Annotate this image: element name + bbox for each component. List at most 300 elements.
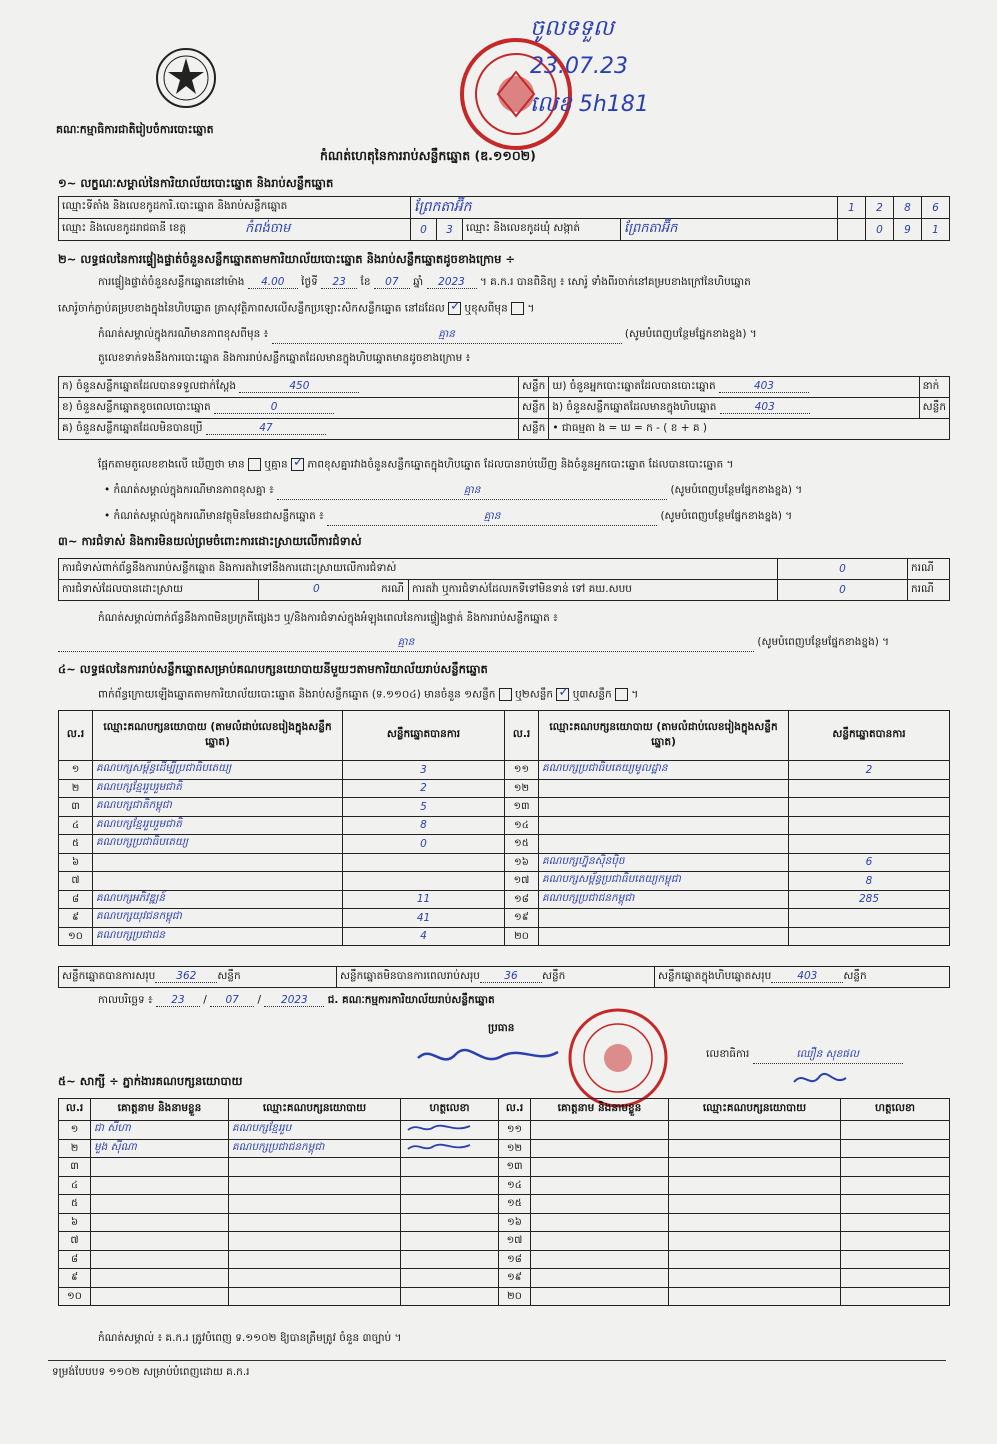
objections-table: [58, 558, 950, 601]
station-name: ព្រែកតាអ៊ឹក: [411, 197, 838, 219]
signature-icon: [404, 1140, 474, 1154]
row-number: ២: [59, 1139, 91, 1158]
party-name: គណបក្សប្រជាធិបតេយ្យ: [93, 835, 343, 854]
row-number: ១១: [499, 1121, 531, 1140]
row-number: ៨: [59, 890, 93, 909]
verify-day: 23: [321, 276, 357, 289]
irregularity-note: កំណត់សម្គាល់ពាក់ព័ន្ធនឹងភាពមិនប្រក្រតីផ្សេងៗ ឬ/និងការជំទាស់ក្នុងអំឡុងពេលនៃការផ្ទៀងផ្ទាត់ និងការរាប់សន្លឹកឆ្នោត ៖: [98, 612, 558, 624]
case-unit: ករណី: [908, 559, 950, 580]
committee-label: ជ. គណៈកម្មការការិយាល័យរាប់សន្លឹកឆ្នោត: [327, 994, 495, 1006]
table-row: [59, 890, 950, 909]
sheets-line: ពាក់ព័ន្ធក្រោយឡើងឆ្នោតតាមការិយាល័យបោះឆ្នោត និងរាប់សន្លឹកឆ្នោត (ទ.១១០៤) មានចំនួន ១សន្លឹក ឬ២សន្លឹក ✓ ឬ៣សន្លឹក ។: [58, 688, 950, 704]
table-row: [59, 1176, 950, 1195]
received-ballots-value: 450: [239, 380, 359, 393]
received-number: លេខ 5h181: [530, 92, 649, 117]
unit-label: នាក់: [919, 377, 949, 398]
station-code-digit: 1: [838, 197, 866, 219]
irregularity-value: គ្មាន: [58, 636, 754, 652]
witness-name: [91, 1232, 229, 1251]
party-votes: [343, 872, 505, 891]
total-invalid-value: 36: [480, 970, 542, 983]
verify-time: 4.00: [248, 276, 298, 289]
witness-name: [531, 1121, 669, 1140]
formula-note: • ជាធម្មតា ង = ឃ = ក - ( ខ + គ ): [549, 419, 950, 440]
witness-party: [229, 1213, 401, 1232]
witness-name: [91, 1269, 229, 1288]
witness-party: [669, 1121, 841, 1140]
party-votes: 3: [343, 761, 505, 780]
section2-heading: ២~ លទ្ធផលនៃការផ្ទៀងផ្ទាត់ចំនួនសន្លឹកឆ្នោតតាមការិយាល័យបោះឆ្នោត និងរាប់សន្លឹកឆ្នោតដូចខាងក្រោម ÷: [58, 252, 516, 266]
table-row: [59, 1158, 950, 1177]
witness-party: [669, 1232, 841, 1251]
party-name: [539, 798, 789, 817]
committee-stamp-icon: [560, 1006, 676, 1110]
table-row: [59, 1139, 950, 1158]
witness-party: [229, 1232, 401, 1251]
total-box-value: 403: [771, 970, 843, 983]
secretary-signature-icon: [790, 1066, 850, 1092]
party-votes: [343, 853, 505, 872]
witness-signature: [841, 1250, 950, 1269]
commune-code-digit: 1: [922, 219, 950, 241]
witness-name: [531, 1158, 669, 1177]
table-row: [59, 779, 950, 798]
witness-signature: [401, 1232, 499, 1251]
sheets-intro: ពាក់ព័ន្ធក្រោយឡើងឆ្នោតតាមការិយាល័យបោះឆ្នោត និងរាប់សន្លឹកឆ្នោត (ទ.១១០៤) មានចំនួន ១សន្លឹក: [98, 688, 496, 701]
same-checkbox[interactable]: [448, 302, 461, 315]
col-sign: ហត្ថលេខា: [841, 1099, 950, 1121]
witness-party: [669, 1195, 841, 1214]
witness-name: [91, 1195, 229, 1214]
commune-code-digit: 0: [866, 219, 894, 241]
bullet-discrepancy-label: • កំណត់សម្គាល់ក្នុងករណីមានភាពខុសគ្នា ៖: [104, 484, 274, 496]
objection-label: ការជំទាស់ពាក់ព័ន្ធនឹងការរាប់សន្លឹកឆ្នោត និងការតវ៉ាទៅនឹងការដោះស្រាយលើការជំទាស់: [59, 559, 778, 580]
party-name: គណបក្សសម្ព័ន្ធប្រជាធិបតេយ្យកម្ពុជា: [539, 872, 789, 891]
col-votes: សន្លឹកឆ្នោតបានការ: [343, 711, 505, 761]
witness-party: គណបក្សប្រជាជនកម្ពុជា: [229, 1139, 401, 1158]
two-sheets-label: ឬ២សន្លឹក: [515, 688, 554, 701]
col-party: ឈ្មោះគណបក្សនយោបាយ: [229, 1099, 401, 1121]
figure-row-right: ឃ) ចំនួនអ្នកបោះឆ្នោតដែលបានបោះឆ្នោត 403: [549, 377, 919, 398]
unresolved-count: 0: [778, 580, 908, 601]
row-number: ១៧: [499, 1232, 531, 1251]
committee-name: គណៈកម្មាធិការជាតិរៀបចំការបោះឆ្នោត: [56, 123, 214, 136]
no-discrepancy-checkbox[interactable]: [291, 458, 304, 471]
unit-label: សន្លឹក: [919, 398, 949, 419]
diff-note-value: គ្មាន: [272, 328, 622, 344]
party-results-table: [58, 710, 950, 946]
row-number: ១៧: [505, 872, 539, 891]
witness-signature: [841, 1232, 950, 1251]
table-row: [59, 909, 950, 928]
party-name: គណបក្សសម្ព័ន្ធដើម្បីប្រជាធិបតេយ្យ: [93, 761, 343, 780]
party-name: គណបក្សប្រជាជន: [93, 927, 343, 946]
row-number: ១០: [59, 1287, 91, 1306]
party-votes: [789, 816, 950, 835]
figure-row-left: ក) ចំនួនសន្លឹកឆ្នោតដែលបានទទួលជាក់ស្តែង 450: [59, 377, 519, 398]
witness-party: [229, 1287, 401, 1306]
row-number: ២: [59, 779, 93, 798]
table-row: [59, 1250, 950, 1269]
discrepancy-line: [58, 458, 950, 474]
party-votes: 4: [343, 927, 505, 946]
row-number: ១៤: [499, 1176, 531, 1195]
table-row: [59, 1287, 950, 1306]
section3-heading: ៣~ ការជំទាស់ និងការមិនយល់ព្រមចំពោះការដោះស្រាយលើការជំទាស់: [58, 534, 362, 548]
unit-label: សន្លឹក: [519, 398, 549, 419]
row-number: ១៥: [499, 1195, 531, 1214]
figure-row-left: ខ) ចំនួនសន្លឹកឆ្នោតខូចពេលបោះឆ្នោត 0: [59, 398, 519, 419]
irregularity-value-line: [58, 636, 950, 652]
verify-text: ។ គ.ក.រ បានពិនិត្យ ៖ សោរ៉ូ ទាំងពីរចាក់នៅគម្របខាងក្រៅនៃហិបឆ្នោត: [479, 276, 751, 288]
row-number: ៦: [59, 1213, 91, 1232]
diff-note-line: [58, 328, 950, 344]
unresolved-label: ការតវ៉ា ឬការជំទាស់ដែលរកទីទៅមិនទាន់ ទៅ គឃ.សបប: [409, 580, 778, 601]
ballot-figures-table: [58, 376, 950, 440]
unit-label: សន្លឹក: [843, 969, 867, 982]
witness-name: [531, 1176, 669, 1195]
footer-divider: [48, 1360, 946, 1361]
col-sign: ហត្ថលេខា: [401, 1099, 499, 1121]
table-row: [59, 761, 950, 780]
received-annotation: [530, 10, 649, 124]
witness-party: [229, 1269, 401, 1288]
row-number: ១៥: [505, 835, 539, 854]
party-votes: 8: [789, 872, 950, 891]
commune-name: ព្រែកតាអ៊ឹក: [621, 219, 838, 241]
witness-signature: [841, 1269, 950, 1288]
form-title: កំណត់ហេតុនៃការរាប់សន្លឹកឆ្នោត (ឌ.១១០២): [320, 148, 536, 163]
witness-name: [531, 1139, 669, 1158]
witness-party: [669, 1213, 841, 1232]
witness-name: [531, 1213, 669, 1232]
party-name: គណបក្សខ្មែររួបរួមជាតិ: [93, 816, 343, 835]
verify-label: ការផ្ទៀងផ្ទាត់ចំនួនសន្លឹកឆ្នោតនៅម៉ោង: [98, 276, 245, 288]
date-day: 23: [156, 994, 200, 1007]
commune-code-digit: 9: [894, 219, 922, 241]
unit-label: សន្លឹក: [519, 377, 549, 398]
table-row: [59, 1269, 950, 1288]
witness-signature: [401, 1213, 499, 1232]
witness-party: [669, 1287, 841, 1306]
row-number: ១៩: [499, 1269, 531, 1288]
party-name: [539, 816, 789, 835]
month-label: ខែ: [360, 276, 371, 288]
chair-signature-icon: [412, 1040, 562, 1076]
discrepancy-text: ភាពខុសគ្នារវាងចំនួនសន្លឹកឆ្នោតក្នុងហិបឆ្នោត ដែលបានរាប់ឃើញ និងចំនួនអ្នកបោះឆ្នោត ដែលបានបោះឆ្នោត ។: [307, 458, 734, 471]
witness-party: [229, 1250, 401, 1269]
witness-party: [229, 1158, 401, 1177]
col-name: គោត្តនាម និងនាមខ្លួន: [531, 1099, 669, 1121]
witness-party: [669, 1269, 841, 1288]
no-discrepancy-label: ឬគ្មាន: [264, 458, 288, 471]
party-votes: 5: [343, 798, 505, 817]
witness-signature: [401, 1287, 499, 1306]
party-name: [539, 835, 789, 854]
row-number: ៥: [59, 835, 93, 854]
bullet-discrepancy: [58, 484, 950, 500]
witness-signature: [841, 1121, 950, 1140]
row-number: ៩: [59, 1269, 91, 1288]
fill-hint: (សូមបំពេញបន្ថែមផ្នែកខាងខ្នង) ។: [757, 636, 890, 648]
witness-signature: [841, 1158, 950, 1177]
witness-party: [669, 1158, 841, 1177]
witness-signature: [401, 1176, 499, 1195]
case-unit: ករណី: [908, 580, 950, 601]
row-number: ១៣: [505, 798, 539, 817]
resolved-count: 0: [313, 582, 320, 595]
row-number: ១៦: [505, 853, 539, 872]
witness-signature: [841, 1139, 950, 1158]
party-votes: 8: [343, 816, 505, 835]
date-label: កាលបរិច្ឆេទ ៖: [98, 994, 153, 1006]
figures-intro: តួលេខទាក់ទងនឹងការបោះឆ្នោត និងការរាប់សន្លឹកឆ្នោតដែលមានក្នុងហិបឆ្នោតមានដូចខាងក្រោម ៖: [98, 352, 471, 364]
row-number: ៧: [59, 872, 93, 891]
party-name: គណបក្សអភិវឌ្ឍន៍: [93, 890, 343, 909]
province-code-digit: 3: [437, 219, 463, 241]
signature-icon: [404, 1121, 474, 1135]
table-row: [59, 835, 950, 854]
table-row: [59, 1195, 950, 1214]
witness-name: [531, 1232, 669, 1251]
col-party: ឈ្មោះគណបក្សនយោបាយ (តាមលំដាប់លេខរៀងក្នុងសន្លឹកឆ្នោត): [93, 711, 343, 761]
witness-name: [91, 1213, 229, 1232]
col-party: ឈ្មោះគណបក្សនយោបាយ: [669, 1099, 841, 1121]
province-name: កំពង់ចាម: [245, 221, 291, 236]
witness-name: [91, 1176, 229, 1195]
unused-ballots-value: 47: [206, 422, 326, 435]
figure-row-right: ង) ចំនួនសន្លឹកឆ្នោតដែលមានក្នុងហិបឆ្នោត 403: [549, 398, 919, 419]
bullet-foreign-value: គ្មាន: [327, 510, 657, 526]
witness-name: [531, 1287, 669, 1306]
table-row: [59, 853, 950, 872]
witness-name: [91, 1250, 229, 1269]
has-discrepancy-checkbox[interactable]: [248, 458, 261, 471]
witness-name: ជា សីហា: [91, 1121, 229, 1140]
fill-hint: (សូមបំពេញបន្ថែមផ្នែកខាងខ្នង) ។: [670, 484, 803, 496]
party-votes: [789, 835, 950, 854]
diff-note-label: កំណត់សម្គាល់ក្នុងករណីមានភាពខុសពីមុន ៖: [98, 328, 269, 340]
col-votes: សន្លឹកឆ្នោតបានការ: [789, 711, 950, 761]
total-valid-label: សន្លឹកឆ្នោតបានការសរុប: [62, 969, 156, 982]
table-row: [59, 872, 950, 891]
two-sheets-checkbox[interactable]: [556, 688, 569, 701]
received-label: ចូលទទួល: [530, 16, 614, 41]
col-party: ឈ្មោះគណបក្សនយោបាយ (តាមលំដាប់លេខរៀងក្នុងសន្លឹកឆ្នោត): [539, 711, 789, 761]
secretary-label: លេខាធិការ: [706, 1048, 750, 1060]
row-number: ១៩: [505, 909, 539, 928]
bullet-foreign-object: [58, 510, 950, 526]
row-number: ៥: [59, 1195, 91, 1214]
figure-row-left: គ) ចំនួនសន្លឹកឆ្នោតដែលមិនបានប្រើ 47: [59, 419, 519, 440]
party-name: [93, 872, 343, 891]
row-number: ៣: [59, 1158, 91, 1177]
witness-signature: [401, 1195, 499, 1214]
witness-signature: [401, 1269, 499, 1288]
party-name: [93, 853, 343, 872]
section5-heading: ៥~ សាក្សី ÷ ភ្នាក់ងារគណបក្សនយោបាយ: [58, 1074, 243, 1088]
date-year: 2023: [264, 994, 324, 1007]
row-number: ៨: [59, 1250, 91, 1269]
total-valid-value: 362: [155, 970, 217, 983]
table-row: [59, 816, 950, 835]
row-number: ៦: [59, 853, 93, 872]
party-votes: [789, 779, 950, 798]
station-info-table: [58, 196, 950, 241]
witness-party: គណបក្សខ្មែររួប: [229, 1121, 401, 1140]
table-row: [59, 1232, 950, 1251]
witness-signature: [401, 1158, 499, 1177]
chair-label: ប្រធាន: [488, 1022, 515, 1034]
table-row: [59, 798, 950, 817]
witness-party: [229, 1176, 401, 1195]
party-name: [539, 909, 789, 928]
row-number: ១៣: [499, 1158, 531, 1177]
row-number: ១៤: [505, 816, 539, 835]
header-left: [56, 46, 316, 139]
total-invalid-label: សន្លឹកឆ្នោតមិនបានការពេលរាប់សរុប: [340, 969, 480, 982]
station-code-digit: 6: [922, 197, 950, 219]
ballots-in-box-value: 403: [720, 401, 810, 414]
witness-party: [669, 1250, 841, 1269]
row-number: ៧: [59, 1232, 91, 1251]
row-number: ៣: [59, 798, 93, 817]
unit-label: សន្លឹក: [217, 969, 241, 982]
row-number: ៤: [59, 1176, 91, 1195]
party-votes: 285: [789, 890, 950, 909]
verify-time-line: [58, 276, 950, 291]
different-label: ឬខុសពីមុន: [464, 302, 508, 315]
witness-signature: [401, 1121, 499, 1140]
party-votes: [789, 798, 950, 817]
witness-signature: [401, 1139, 499, 1158]
nec-emblem-icon: [154, 46, 218, 110]
one-sheet-checkbox[interactable]: [499, 688, 512, 701]
secretary-name: ឈឿន សុខផល: [753, 1048, 903, 1064]
col-no: ល.រ: [59, 711, 93, 761]
row-number: ១០: [59, 927, 93, 946]
witness-name: [531, 1250, 669, 1269]
row-number: ៩: [59, 909, 93, 928]
different-checkbox[interactable]: [511, 302, 524, 315]
three-sheets-label: ឬ៣សន្លឹក: [572, 688, 612, 701]
table-row: [59, 927, 950, 946]
verify-year: 2023: [427, 276, 477, 289]
unit-label: សន្លឹក: [541, 969, 566, 982]
fill-hint: (សូមបំពេញបន្ថែមផ្នែកខាងខ្នង) ។: [624, 328, 757, 340]
row-number: ១៨: [505, 890, 539, 909]
resolved-label: ការជំទាស់ដែលបានដោះស្រាយ: [59, 580, 259, 601]
witness-name: [91, 1158, 229, 1177]
section1-heading: ១~ លក្ខណៈសម្គាល់នៃការិយាល័យបោះឆ្នោត និងរាប់សន្លឹកឆ្នោត: [58, 176, 334, 190]
party-votes: 41: [343, 909, 505, 928]
party-votes: [789, 927, 950, 946]
col-no: ល.រ: [59, 1099, 91, 1121]
case-unit: ករណី: [381, 582, 404, 595]
row-number: ១២: [505, 779, 539, 798]
party-name: គណបក្សជាតិកម្ពុជា: [93, 798, 343, 817]
row-number: ២០: [505, 927, 539, 946]
bullet-discrepancy-value: គ្មាន: [277, 484, 667, 500]
table-row: [59, 1121, 950, 1140]
seal-text: សោរ៉ូចាក់ភ្ជាប់គម្របខាងក្នុងនៃហិបឆ្នោត ត្រាសុវត្ថិភាពសលើសន្លឹកប្រឡោះសិកសន្លឹកឆ្នោត នៅដដែល: [58, 302, 445, 315]
witness-name: [91, 1287, 229, 1306]
witness-table: [58, 1098, 950, 1306]
witness-signature: [841, 1176, 950, 1195]
verify-month: 07: [374, 276, 410, 289]
row-number: ១៨: [499, 1250, 531, 1269]
row-number: ២០: [499, 1287, 531, 1306]
party-name: គណបក្សហ្វ៊ុនស៊ិនប៉ិច: [539, 853, 789, 872]
party-name: គណបក្សប្រជាធិបតេយ្យមូលដ្ឋាន: [539, 761, 789, 780]
witness-name: [531, 1269, 669, 1288]
party-votes: 0: [343, 835, 505, 854]
unit-label: សន្លឹក: [519, 419, 549, 440]
station-code-digit: 8: [894, 197, 922, 219]
col-no: ល.រ: [505, 711, 539, 761]
table-row: [59, 1213, 950, 1232]
party-name: គណបក្សយុវជនកម្ពុជា: [93, 909, 343, 928]
row-number: ៤: [59, 816, 93, 835]
discrepancy-label: ផ្អែកតាមតួលេខខាងលើ ឃើញថា មាន: [98, 458, 245, 471]
row-number: ១: [59, 1121, 91, 1140]
witness-signature: [841, 1287, 950, 1306]
province-code-digit: 0: [411, 219, 437, 241]
col-name: គោត្តនាម និងនាមខ្លួន: [91, 1099, 229, 1121]
party-votes: 2: [343, 779, 505, 798]
witness-name: [531, 1195, 669, 1214]
party-name: គណបក្សខ្មែររួបរួមជាតិ: [93, 779, 343, 798]
party-name: [539, 927, 789, 946]
col-no: ល.រ: [499, 1099, 531, 1121]
witness-party: [229, 1195, 401, 1214]
party-votes: 6: [789, 853, 950, 872]
party-name: គណបក្សប្រជាជនកម្ពុជា: [539, 890, 789, 909]
row-number: ១៦: [499, 1213, 531, 1232]
witness-party: [669, 1176, 841, 1195]
party-votes: 2: [789, 761, 950, 780]
voters-voted-value: 403: [719, 380, 809, 393]
fill-hint: (សូមបំពេញបន្ថែមផ្នែកខាងខ្នង) ។: [660, 510, 793, 522]
witness-note: កំណត់សម្គាល់ ៖ គ.ក.រ ត្រូវបំពេញ ទ.១១០២ ឱ្យបានត្រឹមត្រូវ ចំនួន ៣ច្បាប់ ។: [98, 1332, 402, 1344]
spoiled-ballots-value: 0: [214, 401, 334, 414]
party-votes: [789, 909, 950, 928]
year-label: ឆ្នាំ: [413, 276, 424, 288]
section4-heading: ៤~ លទ្ធផលនៃការរាប់សន្លឹកឆ្នោតសម្រាប់គណបក្សនយោបាយនីមួយៗតាមការិយាល័យរាប់សន្លឹកឆ្នោត: [58, 662, 488, 676]
seal-line: សោរ៉ូចាក់ភ្ជាប់គម្របខាងក្នុងនៃហិបឆ្នោត ត្រាសុវត្ថិភាពសលើសន្លឹកប្រឡោះសិកសន្លឹកឆ្នោត នៅដដែល ✓ ឬខុសពីមុន ។: [58, 302, 950, 318]
station-label: ឈ្មោះទីតាំង និងលេខកូដការិ.បោះឆ្នោត និងរាប់សន្លឹកឆ្នោត: [59, 197, 411, 219]
witness-party: [669, 1139, 841, 1158]
station-code-digit: 2: [866, 197, 894, 219]
witness-signature: [401, 1250, 499, 1269]
objection-count: 0: [778, 559, 908, 580]
witness-signature: [841, 1213, 950, 1232]
three-sheets-checkbox[interactable]: [615, 688, 628, 701]
date-line: កាលបរិច្ឆេទ ៖ 23 / 07 / 2023 ជ. គណៈកម្មការការិយាល័យរាប់សន្លឹកឆ្នោត: [98, 994, 495, 1006]
row-number: ១: [59, 761, 93, 780]
row-number: ១១: [505, 761, 539, 780]
province-label: ឈ្មោះ និងលេខកូដរាជធានី ខេត្ត: [62, 222, 187, 234]
received-date: 23.07.23: [530, 54, 628, 79]
bullet-foreign-label: • កំណត់សម្គាល់ក្នុងករណីមានវត្ថុមិនមែនជាសន្លឹកឆ្នោត ៖: [104, 510, 324, 522]
form-footer: ទម្រង់បែបបទ ១១០២ សម្រាប់បំពេញដោយ គ.ក.រ: [52, 1366, 250, 1378]
witness-name: មួង ស៊ីណា: [91, 1139, 229, 1158]
party-name: [539, 779, 789, 798]
day-label: ថ្ងៃទី: [301, 276, 318, 288]
commune-label: ឈ្មោះ និងលេខកូដឃុំ សង្កាត់: [463, 219, 621, 241]
witness-signature: [841, 1195, 950, 1214]
party-votes: 11: [343, 890, 505, 909]
